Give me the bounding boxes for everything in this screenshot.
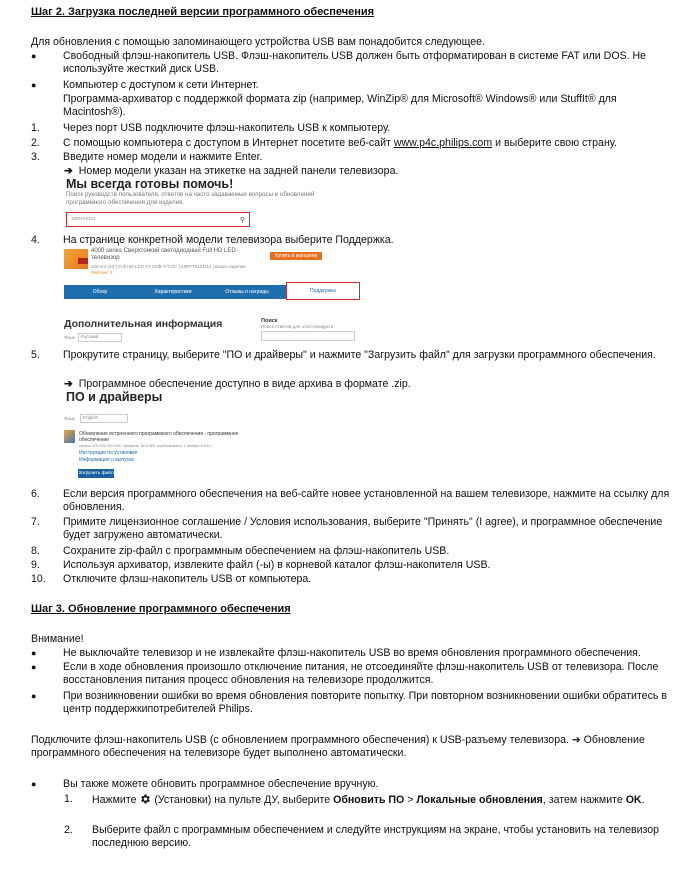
tab-support[interactable]: Поддержка	[286, 282, 360, 300]
bullet-icon: ●	[31, 662, 37, 672]
settings-gear-icon	[139, 793, 151, 805]
philips-link[interactable]: www.p4c.philips.com	[393, 137, 493, 149]
bullet-icon: ●	[31, 648, 37, 658]
model-search-input[interactable]: 32PHT4101 ⚲	[66, 212, 250, 227]
search-icon: ⚲	[239, 217, 245, 224]
bullet-icon: ●	[31, 779, 37, 789]
firmware-title: Обновление встроенного программного обеспечения - программное обеспечение	[79, 431, 239, 443]
shot1-sub: Поиск руководств пользователя, ответов на часто задаваемые вопросы и обновлений программного обеспечения для изделия.	[66, 191, 315, 206]
screenshot-drivers	[64, 391, 274, 485]
buy-button[interactable]: Купить в магазине	[270, 252, 322, 260]
bullet-icon: ●	[31, 691, 37, 701]
tab-reviews[interactable]: Отзывы и награды	[225, 289, 269, 295]
note-zip: ➔ Программное обеспечение доступно в виде архива в формате .zip.	[64, 378, 411, 390]
lang-label: Язык	[64, 335, 75, 340]
drivers-lang-select[interactable]: English	[80, 414, 128, 423]
step3-heading: Шаг 3. Обновление программного обеспечения	[31, 603, 291, 615]
lang-select[interactable]: Русский	[78, 333, 122, 342]
step2-heading: Шаг 2. Загрузка последней версии программного обеспечения	[31, 6, 375, 18]
product-rating: Рейтинг: 1	[91, 270, 113, 275]
tab-overview[interactable]: Обзор	[92, 289, 108, 295]
download-button[interactable]: Загрузить файл	[78, 471, 114, 476]
drivers-title: ПО и драйверы	[66, 390, 163, 404]
tv-icon	[78, 258, 88, 264]
shot1-title: Мы всегда готовы помочь!	[66, 177, 234, 191]
more-info-title: Дополнительная информация	[64, 318, 223, 330]
step2-intro: Для обновления с помощью запоминающего устройства USB вам понадобится следующее.	[31, 36, 485, 48]
release-info-link[interactable]: Информация о выпуске	[79, 457, 135, 463]
product-tabs	[64, 285, 360, 299]
support-search-input[interactable]	[261, 331, 355, 341]
drivers-lang-label: Язык	[64, 416, 75, 421]
screenshot-search	[66, 178, 366, 230]
product-specs: 108 cm (43") Full HD LED TV DVB-T/T2/C | 43PFT4101/12 | Ваше изделие	[91, 264, 246, 269]
product-title: 4000 series Сверхтонкий светодиодный Full HD LED- телевизор	[91, 248, 238, 261]
screenshot-product-page	[64, 248, 364, 343]
note-model-number: ➔ Номер модели указан на этикетке на задней панели телевизора.	[64, 165, 399, 177]
bullet-icon: ●	[31, 51, 37, 61]
arrow-icon: ➔	[64, 165, 73, 177]
connect-paragraph: Подключите флэш-накопитель USB (с обновлением программного обеспечения) к USB-разъему телевизора. ➔ Обновление программного обеспечения на телевизоре будет выполнено автоматически.	[31, 734, 645, 759]
software-icon	[64, 430, 75, 443]
arrow-icon: ➔	[64, 378, 73, 390]
install-instructions-link[interactable]: Инструкции по установке	[79, 450, 138, 456]
support-search-label: Поиск	[261, 318, 278, 324]
bullet-icon: ●	[31, 80, 37, 90]
attention-label: Внимание!	[31, 633, 84, 645]
firmware-meta: version 000.000.000.000, профиль: 50.5 MB, опубликовано: 1 ноября 2016 г.	[79, 444, 212, 448]
support-search-hint: Поиск ответов для этого продукта	[261, 324, 334, 329]
tab-specs[interactable]: Характеристики	[154, 289, 192, 295]
manual-page: Шаг 2. Загрузка последней версии программного обеспечения Для обновления с помощью запоминающего устройства USB вам понадобится следующее. ● Свободный флэш-накопитель USB. Флэш-накопитель USB должен быть отформатирован в системе FAT или DOS. Не используйте жесткий диск USB. ● Компьютер с доступом к сети Интернет. Программа-архиватор с поддержкой формата zip (например, WinZip® для Microsoft® Windows® или StuffIt® для Macintosh®). 1. Через порт USB подключите флэш-накопитель USB к компьютеру. 2. С помощью компьютера с доступом в Интернет посетите веб-сайт www.p4c.philips.com и выберите свою страну. 3. Введите номер модели и нажмите Enter. ➔ Номер модели указан на этикетке на задней панели телевизора. Мы всегда готовы помочь! Поиск руководств пользователя, ответов на часто задаваемые вопросы и обновлений программного обеспечения для изделия. 32PHT4101 ⚲ 4. На странице конкретной модели телевизора выберите Поддержка. 4000 series Сверхтонкий светодиодный Full HD LED- телевизор 108 cm (43") Full HD LED TV DVB-T/T2/C | 43PFT4101/12 | Ваше изделие Рейтинг: 1 Купить в магазине Обзор Характеристики Отзывы и награды Поддержка Дополнительная информация Поиск Поиск ответов для этого продукта Язык Русский 5. Прокрутите страницу, выберите "ПО и драйверы" и нажмите "Загрузить файл" для загрузки программного обеспечения. ➔ Программное обеспечение доступно в виде архива в формате .zip. ПО и драйверы Язык English Обновление встроенного программного обеспечения - программное обеспечение version 000.000.000.000, профиль: 50.5 MB, опубликовано: 1 ноября 2016 г. Инструкции по установке Информация о выпуске Загрузить файл 6. Если версия программного обеспечения на веб-сайте новее установленной на вашем телевизоре, нажмите на ссылку для обновления. 7. Примите лицензионное соглашение / Условия использования, выберите "Принять" (I agree), и программное обеспечение будет загружено автоматически. 8. Сохраните zip-файл с программным обеспечением на флэш-накопитель USB. 9. Используя архиватор, извлеките файл (-ы) в корневой каталог флэш-накопителя USB. 10. Отключите флэш-накопитель USB от компьютера. Шаг 3. Обновление программного обеспечения Внимание! ● Не выключайте телевизор и не извлекайте флэш-накопитель USB во время обновления программного обеспечения. ● Если в ходе обновления произошло отключение питания, не отсоединяйте флэш-накопитель USB от телевизора. После восстановления питания процесс обновления на телевизоре продолжится. ● При возникновении ошибки во время обновления повторите попытку. При повторном возникновении ошибки обратитесь в центр поддержкипотребителей Philips. Подключите флэш-накопитель USB (с обновлением программного обеспечения) к USB-разъему телевизора. ➔ Обновление программного обеспечения на телевизоре будет выполнено автоматически. ● Вы также можете обновить программное обеспечение вручную. 1. Нажмите (Установки) на пульте ДУ, выберите Обновить ПО > Локальные обновления, затем нажмите OK. 2. Выберите файл с программным обеспечением и следуйте инструкциям на экране, чтобы установить на телевизор последнюю версию.	[31, 6, 670, 849]
